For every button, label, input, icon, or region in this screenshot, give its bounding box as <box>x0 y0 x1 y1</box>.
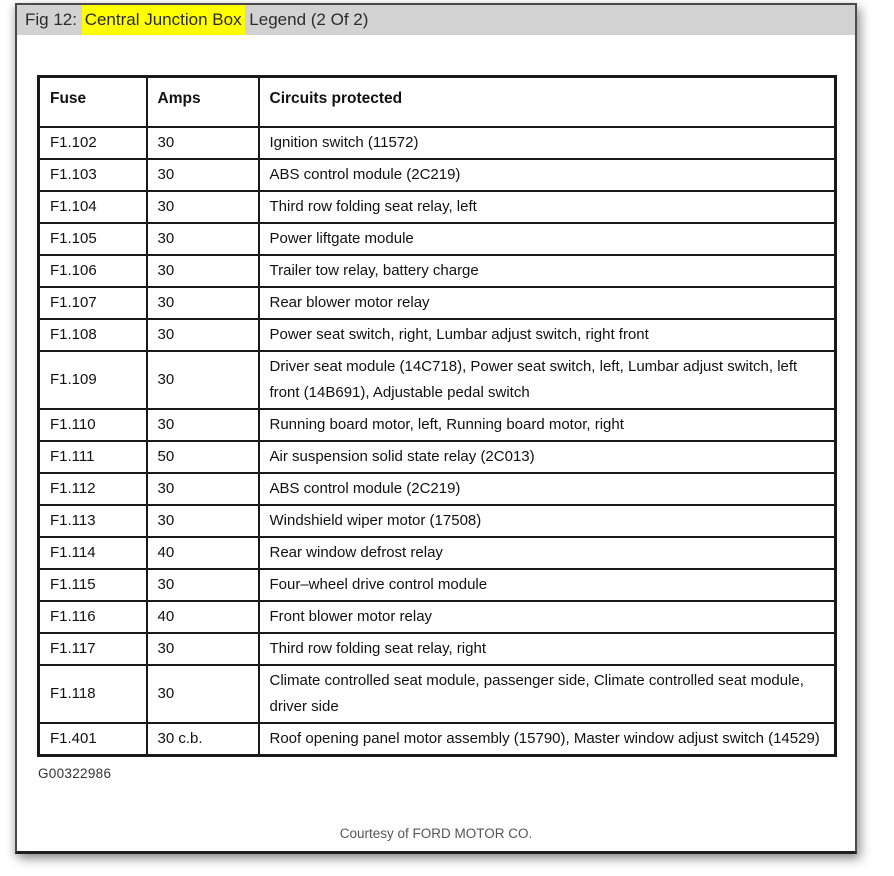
circuits-cell: Climate controlled seat module, passenger side, Climate controlled seat module, driver side <box>259 665 836 723</box>
fuse-cell: F1.117 <box>39 633 147 665</box>
fuse-cell: F1.114 <box>39 537 147 569</box>
fuse-table-container <box>37 75 855 757</box>
fuse-legend-table <box>37 75 837 757</box>
amps-cell: 30 <box>147 287 259 319</box>
table-row <box>39 723 836 756</box>
figure-id-label: G00322986 <box>38 765 112 781</box>
circuits-cell: ABS control module (2C219) <box>259 473 836 505</box>
circuits-cell: Air suspension solid state relay (2C013) <box>259 441 836 473</box>
fuse-cell: F1.113 <box>39 505 147 537</box>
column-header-amps: Amps <box>147 77 259 127</box>
table-header-row <box>39 77 836 127</box>
fuse-cell: F1.103 <box>39 159 147 191</box>
figure-title-highlight: Central Junction Box <box>82 5 245 35</box>
table-row <box>39 351 836 409</box>
figure-title-bar <box>17 5 855 35</box>
table-row <box>39 473 836 505</box>
circuits-cell: ABS control module (2C219) <box>259 159 836 191</box>
fuse-cell: F1.401 <box>39 723 147 756</box>
table-row <box>39 191 836 223</box>
fuse-cell: F1.107 <box>39 287 147 319</box>
circuits-cell: Driver seat module (14C718), Power seat switch, left, Lumbar adjust switch, left front (14B691), Adjustable pedal switch <box>259 351 836 409</box>
amps-cell: 40 <box>147 601 259 633</box>
courtesy-label: Courtesy of FORD MOTOR CO. <box>339 826 533 841</box>
fuse-cell: F1.111 <box>39 441 147 473</box>
amps-cell: 30 <box>147 159 259 191</box>
table-row <box>39 223 836 255</box>
table-row <box>39 665 836 723</box>
table-row <box>39 287 836 319</box>
table-row <box>39 505 836 537</box>
fuse-cell: F1.112 <box>39 473 147 505</box>
circuits-cell: Roof opening panel motor assembly (15790), Master window adjust switch (14529) <box>259 723 836 756</box>
fuse-cell: F1.109 <box>39 351 147 409</box>
amps-cell: 30 <box>147 351 259 409</box>
fuse-cell: F1.116 <box>39 601 147 633</box>
amps-cell: 40 <box>147 537 259 569</box>
circuits-cell: Four–wheel drive control module <box>259 569 836 601</box>
figure-title-prefix: Fig 12: <box>25 10 82 29</box>
fuse-cell: F1.102 <box>39 127 147 159</box>
circuits-cell: Ignition switch (11572) <box>259 127 836 159</box>
amps-cell: 30 c.b. <box>147 723 259 756</box>
fuse-cell: F1.115 <box>39 569 147 601</box>
table-row <box>39 409 836 441</box>
circuits-cell: Windshield wiper motor (17508) <box>259 505 836 537</box>
amps-cell: 30 <box>147 191 259 223</box>
fuse-cell: F1.110 <box>39 409 147 441</box>
circuits-cell: Rear window defrost relay <box>259 537 836 569</box>
circuits-cell: Front blower motor relay <box>259 601 836 633</box>
table-row <box>39 319 836 351</box>
amps-cell: 30 <box>147 505 259 537</box>
fuse-cell: F1.118 <box>39 665 147 723</box>
table-row <box>39 159 836 191</box>
circuits-cell: Third row folding seat relay, right <box>259 633 836 665</box>
table-row <box>39 601 836 633</box>
table-row <box>39 127 836 159</box>
figure-title-suffix: Legend (2 Of 2) <box>244 10 369 29</box>
circuits-cell: Running board motor, left, Running board motor, right <box>259 409 836 441</box>
circuits-cell: Power seat switch, right, Lumbar adjust switch, right front <box>259 319 836 351</box>
document-page <box>15 3 857 854</box>
table-row <box>39 537 836 569</box>
fuse-cell: F1.108 <box>39 319 147 351</box>
circuits-cell: Rear blower motor relay <box>259 287 836 319</box>
amps-cell: 30 <box>147 473 259 505</box>
table-row <box>39 441 836 473</box>
amps-cell: 30 <box>147 665 259 723</box>
amps-cell: 30 <box>147 633 259 665</box>
amps-cell: 50 <box>147 441 259 473</box>
amps-cell: 30 <box>147 569 259 601</box>
circuits-cell: Trailer tow relay, battery charge <box>259 255 836 287</box>
amps-cell: 30 <box>147 223 259 255</box>
table-row <box>39 569 836 601</box>
column-header-fuse: Fuse <box>39 77 147 127</box>
amps-cell: 30 <box>147 319 259 351</box>
fuse-cell: F1.104 <box>39 191 147 223</box>
circuits-cell: Power liftgate module <box>259 223 836 255</box>
table-row <box>39 255 836 287</box>
fuse-cell: F1.105 <box>39 223 147 255</box>
column-header-circuits: Circuits protected <box>259 77 836 127</box>
circuits-cell: Third row folding seat relay, left <box>259 191 836 223</box>
table-row <box>39 633 836 665</box>
amps-cell: 30 <box>147 409 259 441</box>
fuse-cell: F1.106 <box>39 255 147 287</box>
amps-cell: 30 <box>147 255 259 287</box>
amps-cell: 30 <box>147 127 259 159</box>
